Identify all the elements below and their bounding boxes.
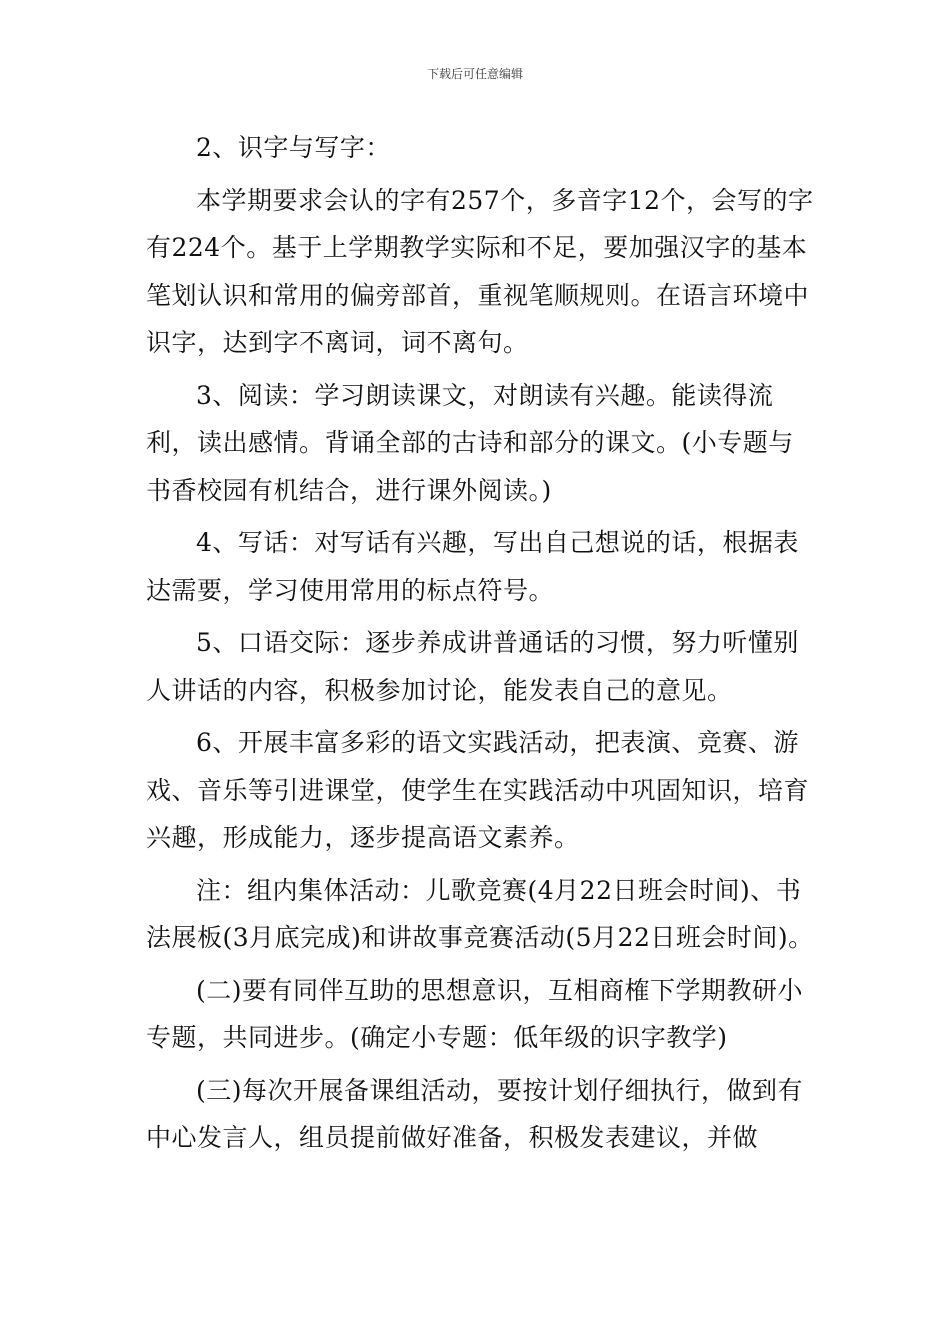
paragraph-lesson-group: (三)每次开展备课组活动，要按计划仔细执行，做到有中心发言人，组员提前做好准备，积极发表建议，并做	[146, 1075, 804, 1152]
document-body	[146, 124, 814, 1167]
paragraph-practice-activities: 6、开展丰富多彩的语文实践活动，把表演、竞赛、游戏、音乐等引进课堂，使学生在实践活动中巩固知识，培育兴趣，形成能力，逐步提高语文素养。	[146, 728, 810, 852]
paragraph-literacy-heading: 2、识字与写字：	[196, 133, 391, 162]
paragraph-writing: 4、写话：对写话有兴趣，写出自己想说的话，根据表达需要，学习使用常用的标点符号。	[146, 528, 799, 605]
paragraph-oral-communication: 5、口语交际：逐步养成讲普通话的习惯，努力听懂别人讲话的内容，积极参加讨论，能发表自己的意见。	[146, 628, 799, 705]
paragraph-reading: 3、阅读：学习朗读课文，对朗读有兴趣。能读得流利，读出感情。背诵全部的古诗和部分的课文。(小专题与书香校园有机结合，进行课外阅读。)	[146, 380, 794, 505]
page-header: 下载后可任意编辑	[426, 67, 523, 81]
paragraph-peer-support: (二)要有同伴互助的思想意识，互相商榷下学期教研小专题，共同进步。(确定小专题：低年级的识字教学)	[146, 975, 804, 1052]
paragraph-literacy-goals: 本学期要求会认的字有257个，多音字12个，会写的字有224个。基于上学期教学实际和不足，要加强汉字的基本笔划认识和常用的偏旁部首，重视笔顺规则。在语言环境中识字，达到字不离词，词不离句。	[146, 185, 814, 357]
paragraph-group-activities-note: 注：组内集体活动：儿歌竞赛(4月22日班会时间)、书法展板(3月底完成)和讲故事竞赛活动(5月22日班会时间)。	[146, 875, 814, 952]
